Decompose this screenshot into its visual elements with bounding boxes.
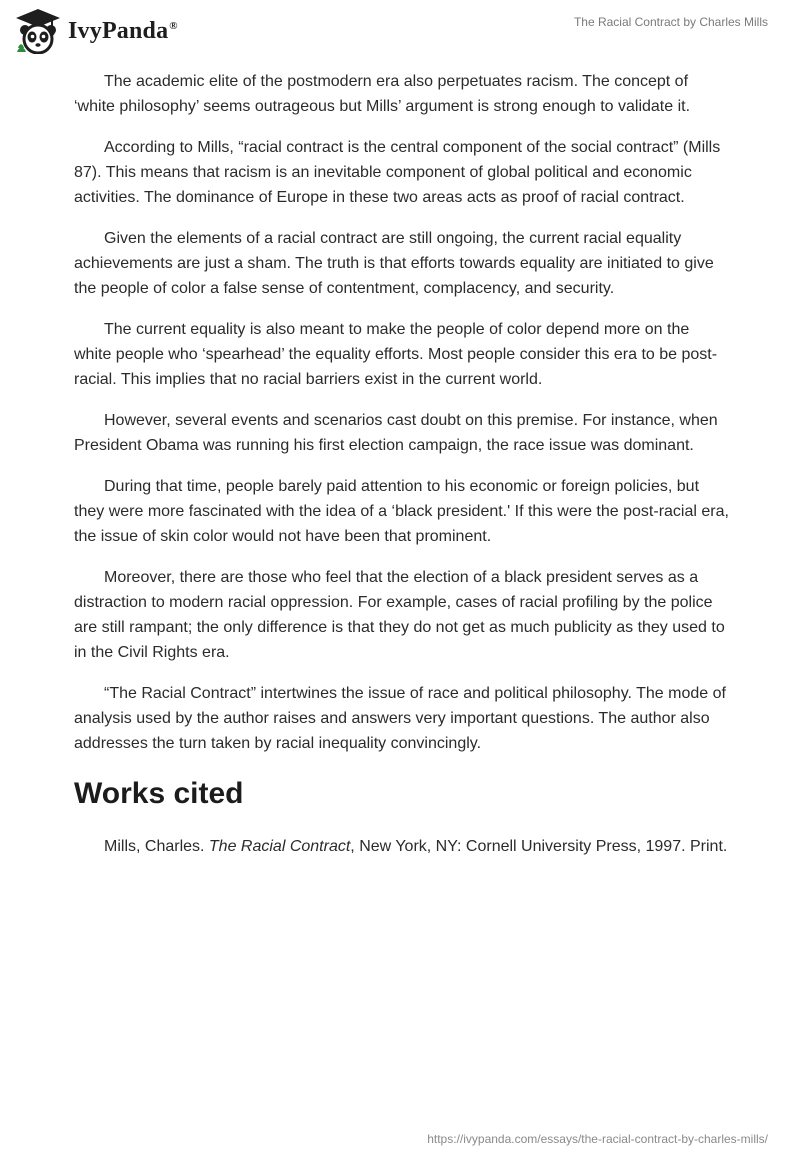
- paragraph: Moreover, there are those who feel that the election of a black president serves as a distraction to modern racial oppression. For example, cases of racial profiling by the police are still rampant; the only difference is that they do not get as much publicity as they used to in the Civil Rights era.: [74, 569, 725, 661]
- paragraph: According to Mills, “racial contract is the central component of the social contract” (Mills 87). This means that racism is an inevitable component of global political and economic activities. The dominance of Europe in these two areas acts as proof of racial contract.: [74, 139, 721, 206]
- brand-logo[interactable]: [14, 8, 178, 54]
- paragraph: The current equality is also meant to make the people of color depend more on the white people who ‘spearhead’ the equality efforts. Most people consider this era to be post-racial. This implies that no racial barriers exist in the current world.: [74, 321, 718, 388]
- citation-publisher: , New York, NY: Cornell University Press, 1997. Print.: [350, 838, 728, 855]
- paragraph: Given the elements of a racial contract are still ongoing, the current racial equality achievements are just a sham. The truth is that efforts towards equality are initiated to give the people of color a false sense of contentment, complacency, and security.: [74, 230, 714, 297]
- paragraph: During that time, people barely paid attention to his economic or foreign policies, but they were more fascinated with the idea of a ‘black president.' If this were the post-racial era, the issue of skin color would not have been that prominent.: [74, 478, 729, 545]
- panda-graduate-icon: [14, 8, 62, 54]
- document-title: The Racial Contract by Charles Mills: [573, 15, 768, 29]
- essay-body: [74, 69, 730, 859]
- citation-title: The Racial Contract: [208, 838, 351, 855]
- paragraph: However, several events and scenarios cast doubt on this premise. For instance, when President Obama was running his first election campaign, the race issue was dominant.: [74, 412, 718, 454]
- paragraph: The academic elite of the postmodern era also perpetuates racism. The concept of ‘white philosophy’ seems outrageous but Mills’ argument is strong enough to validate it.: [74, 73, 691, 115]
- page-header: [0, 0, 800, 60]
- paragraph: “The Racial Contract” intertwines the issue of race and political philosophy. The mode of analysis used by the author raises and answers very important questions. The author also addresses the turn taken by racial inequality convincingly.: [74, 685, 726, 752]
- citation-author: Mills, Charles.: [104, 838, 209, 855]
- source-url[interactable]: https://ivypanda.com/essays/the-racial-contract-by-charles-mills/: [427, 1132, 768, 1146]
- citation-entry: [74, 834, 730, 859]
- brand-name: IvyPanda®: [68, 17, 178, 44]
- works-cited-heading: Works cited: [74, 777, 244, 810]
